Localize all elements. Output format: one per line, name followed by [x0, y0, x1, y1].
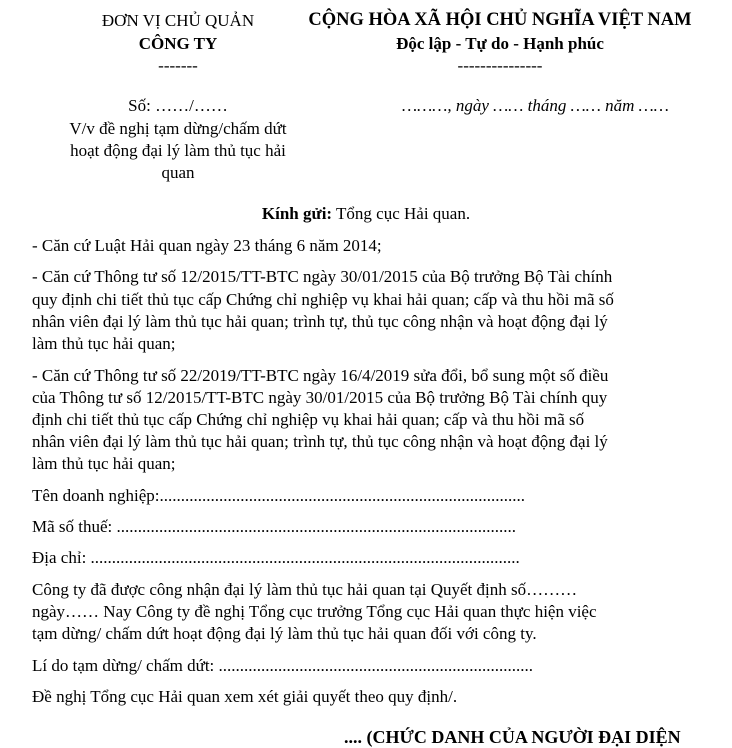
recipient-value: Tổng cục Hải quan. — [332, 204, 471, 223]
date-line: ………, ngày …… tháng …… năm …… — [402, 96, 669, 115]
basis-3-line-2: của Thông tư số 12/2015/TT-BTC ngày 30/01/2015 của Bộ trưởng Bộ Tài chính quy — [32, 388, 608, 407]
request-line: Đề nghị Tổng cục Hải quan xem xét giải quyết theo quy định/. — [32, 687, 458, 706]
subject-line-3: quan — [161, 163, 195, 182]
body-line-3: tạm dừng/ chấm dứt hoạt động đại lý làm thủ tục hải quan đối với công ty. — [32, 624, 537, 643]
subject-line-2: hoạt động đại lý làm thủ tục hải — [70, 141, 286, 160]
basis-3-line-3: định chi tiết thủ tục cấp Chứng chỉ nghiệp vụ khai hải quan; cấp và thu hồi mã số — [32, 410, 585, 429]
recipient-label: Kính gửi: — [261, 204, 333, 223]
reason-field: Lí do tạm dừng/ chấm dứt: .......................................................................... — [32, 656, 534, 675]
recipient — [0, 203, 732, 225]
signature-title: .... (CHỨC DANH CỦA NGƯỜI ĐẠI DIỆN — [344, 727, 681, 747]
basis-2-line-2: quy định chi tiết thủ tục cấp Chứng chỉ nghiệp vụ khai hải quan; cấp và thu hồi mã số — [32, 290, 614, 309]
republic-title: CỘNG HÒA XÃ HỘI CHỦ NGHĨA VIỆT NAM — [308, 10, 692, 30]
body-line-2: ngày…… Nay Công ty đề nghị Tổng cục trưởng Tổng cục Hải quan thực hiện việc — [32, 602, 597, 621]
left-separator: ------- — [158, 56, 198, 75]
basis-3-line-1: - Căn cứ Thông tư số 22/2019/TT-BTC ngày 16/4/2019 sửa đổi, bổ sung một số điều — [32, 366, 609, 385]
address-field: Địa chỉ: ..................................................................................................... — [32, 548, 520, 567]
national-motto: Độc lập - Tự do - Hạnh phúc — [396, 34, 604, 53]
subject-line-1: V/v đề nghị tạm dừng/chấm dứt — [69, 119, 287, 138]
basis-1-line-1: - Căn cứ Luật Hải quan ngày 23 tháng 6 năm 2014; — [32, 236, 382, 255]
basis-3-line-4: nhân viên đại lý làm thủ tục hải quan; trình tự, thủ tục công nhận và hoạt động đại lý — [32, 432, 608, 451]
document-number: Số: ……/…… — [128, 96, 228, 115]
tax-code-field: Mã số thuế: .............................................................................................. — [32, 517, 517, 536]
agency-name: ĐƠN VỊ CHỦ QUẢN — [101, 11, 255, 30]
basis-2-line-3: nhân viên đại lý làm thủ tục hải quan; trình tự, thủ tục công nhận và hoạt động đại lý — [32, 312, 608, 331]
basis-3-line-5: làm thủ tục hải quan; — [32, 454, 176, 473]
basis-2-line-4: làm thủ tục hải quan; — [32, 334, 176, 353]
company-name: CÔNG TY — [138, 34, 218, 53]
basis-2-line-1: - Căn cứ Thông tư số 12/2015/TT-BTC ngày 30/01/2015 của Bộ trưởng Bộ Tài chính — [32, 267, 613, 286]
right-separator: --------------- — [457, 56, 543, 75]
company-name-field: Tên doanh nghiệp:...................................................................................... — [32, 486, 525, 505]
body-line-1: Công ty đã được công nhận đại lý làm thủ tục hải quan tại Quyết định số……… — [32, 580, 578, 599]
